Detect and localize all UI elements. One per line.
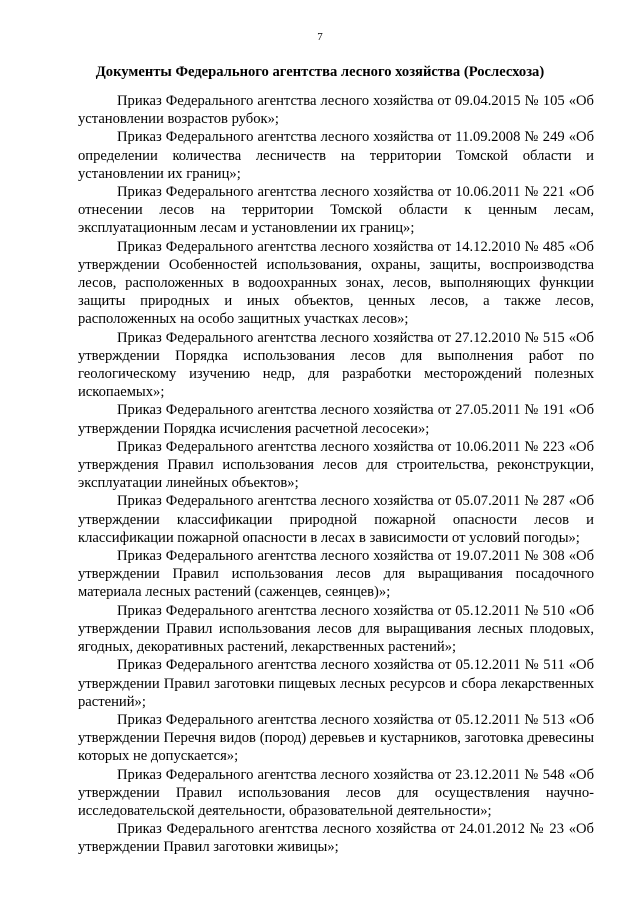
document-list bbox=[78, 92, 594, 857]
document-entry: Приказ Федерального агентства лесного хозяйства от 05.12.2011 № 511 «Об утверждении Правил заготовки пищевых лесных ресурсов и сбора лекарственных растений»; bbox=[78, 657, 594, 710]
document-entry: Приказ Федерального агентства лесного хозяйства от 27.05.2011 № 191 «Об утверждении Порядка исчисления расчетной лесосеки»; bbox=[78, 402, 594, 437]
document-entry: Приказ Федерального агентства лесного хозяйства от 19.07.2011 № 308 «Об утверждении Правил использования лесов для выращивания посадочного материала лесных растений (саженцев, сеянцев)»; bbox=[78, 548, 594, 601]
document-entry: Приказ Федерального агентства лесного хозяйства от 10.06.2011 № 221 «Об отнесении лесов на территории Томской области к ценным лесам, эксплуатационным лесам и установлении их границ»; bbox=[78, 184, 594, 237]
document-entry: Приказ Федерального агентства лесного хозяйства от 23.12.2011 № 548 «Об утверждении Правил использования лесов для осуществления научно-исследовательской деятельности, образовательной деятельности»; bbox=[78, 766, 594, 819]
page-number: 7 bbox=[317, 31, 323, 43]
document-entry: Приказ Федерального агентства лесного хозяйства от 10.06.2011 № 223 «Об утверждения Правил использования лесов для строительства, реконструкции, эксплуатации линейных объектов»; bbox=[78, 438, 594, 492]
document-entry: Приказ Федерального агентства лесного хозяйства от 05.12.2011 № 513 «Об утверждении Перечня видов (пород) деревьев и кустарников, заготовка древесины которых не допускается»; bbox=[78, 711, 594, 765]
document-entry: Приказ Федерального агентства лесного хозяйства от 09.04.2015 № 105 «Об установлении возрастов рубок»; bbox=[78, 93, 594, 128]
document-entry: Приказ Федерального агентства лесного хозяйства от 24.01.2012 № 23 «Об утверждении Правил заготовки живицы»; bbox=[78, 821, 594, 856]
section-heading: Документы Федерального агентства лесного хозяйства (Рослесхоза) bbox=[95, 64, 545, 80]
document-entry: Приказ Федерального агентства лесного хозяйства от 11.09.2008 № 249 «Об определении количества лесничеств на территории Томской области и установлении их границ»; bbox=[78, 129, 594, 182]
document-entry: Приказ Федерального агентства лесного хозяйства от 14.12.2010 № 485 «Об утверждении Особенностей использования, охраны, защиты, воспроизводства лесов, расположенных в водоохранных зонах, лесов, выполняющих функции защиты природных и иных объектов, ценных лесов, а также лесов, расположенных на особо защитных участках лесов»; bbox=[78, 238, 594, 328]
document-entry: Приказ Федерального агентства лесного хозяйства от 05.12.2011 № 510 «Об утверждении Правил использования лесов для выращивания лесных плодовых, ягодных, декоративных растений, лекарственных растений»; bbox=[78, 602, 594, 656]
document-entry: Приказ Федерального агентства лесного хозяйства от 05.07.2011 № 287 «Об утверждении классификации природной пожарной опасности лесов и классификации пожарной опасности в лесах в зависимости от условий погоды»; bbox=[78, 493, 594, 546]
document-entry: Приказ Федерального агентства лесного хозяйства от 27.12.2010 № 515 «Об утверждении Порядка использования лесов для выполнения работ по геологическому изучению недр, для разработки месторождений полезных ископаемых»; bbox=[78, 329, 594, 401]
